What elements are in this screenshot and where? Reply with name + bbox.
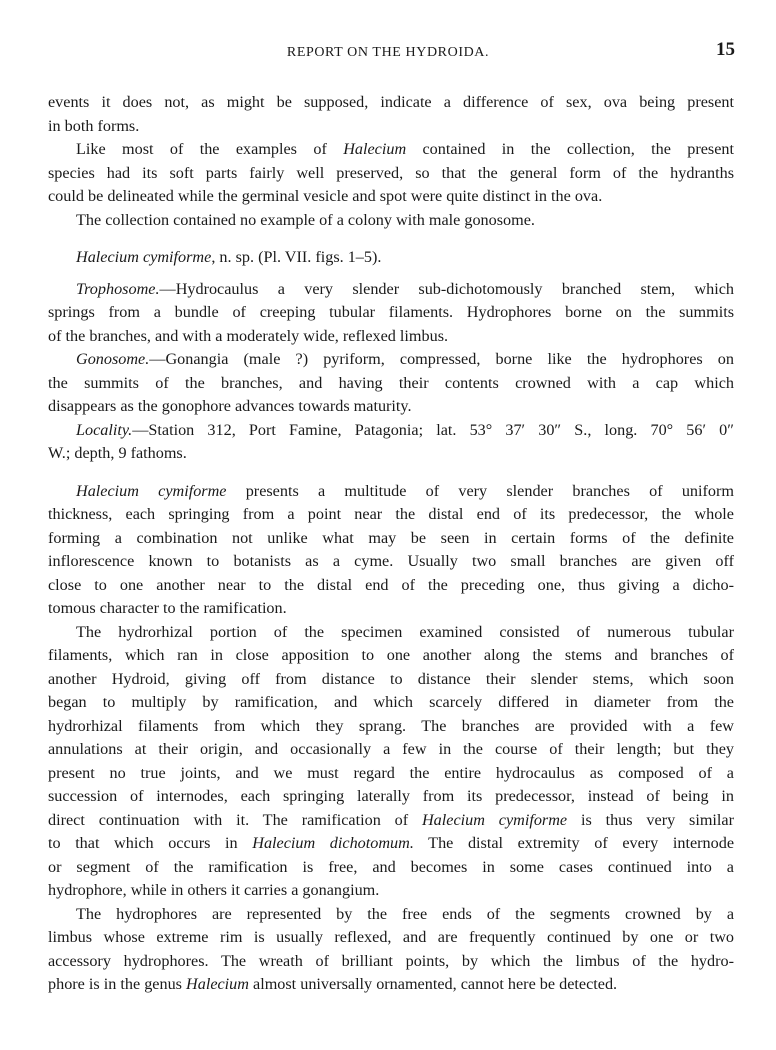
text-line: The hydrorhizal portion of the specimen examined consisted of numerous tubular [76,622,734,641]
italic-term: Halecium [343,140,407,158]
spacer [48,232,734,246]
text-line: filaments, which ran in close apposition to one another along the stems and branches of [48,646,734,664]
text-line: hydrophore, while in others it carries a gonangium. [48,881,380,899]
text-line: the summits of the branches, and having their contents crowned with a cap which [48,373,734,392]
page-number: 15 [716,39,735,60]
text-line: or segment of the ramification is free, and becomes in some cases continued into a [48,857,734,876]
section-label: Trophosome. [76,279,160,298]
paragraph [48,209,734,233]
paragraph [48,480,734,621]
text-line: events it does not, as might be supposed, indicate a difference of sex, ova being present [48,93,734,111]
text-line: The hydrophores are represented by the free ends of the segments crowned by a [76,904,734,923]
italic-term: Halecium cymiforme [76,481,227,500]
spacer [48,466,734,480]
italic-term: Halecium cymiforme [421,810,568,829]
text-line: Halecium cymiforme presents a multitude of very slender branches of uniform [76,481,734,500]
section-label: Locality. [76,420,133,439]
text-line: direct continuation with it. The ramification of Halecium cymiforme is thus very similar [48,810,734,829]
text-line: hydrorhizal filaments from which they sprang. The branches are provided with a few [48,716,734,735]
italic-term: Halecium dichotomum. [252,834,414,852]
text-line: limbus whose extreme rim is usually reflexed, and are frequently continued by one or two [48,928,734,946]
text-line: Like most of the examples of Halecium contained in the collection, the present [76,140,734,158]
paragraph [48,621,734,903]
text-line: could be delineated while the germinal vesicle and spot were quite distinct in the ova. [48,187,603,205]
spacer [48,270,734,278]
diagnosis-locality [48,419,734,466]
text-line: began to multiply by ramification, and which scarcely differed in diameter from the [48,693,734,711]
text-line: Locality.—Station 312, Port Famine, Patagonia; lat. 53° 37′ 30″ S., long. 70° 56′ 0″ [76,420,734,439]
text-line: forming a combination not unlike what may be seen in certain forms of the definite [48,528,734,547]
paragraph [48,903,734,997]
text-line: W.; depth, 9 fathoms. [48,444,187,462]
species-name: Halecium cymiforme [76,248,212,266]
text-line: Gonosome.—Gonangia (male ?) pyriform, compressed, borne like the hydrophores on [76,350,734,368]
diagnosis-trophosome [48,278,734,349]
text-line: succession of internodes, each springing laterally from its predecessor, instead of being in [48,787,734,805]
italic-term: Halecium [186,975,249,993]
text-line: The collection contained no example of a colony with male gonosome. [76,210,535,229]
text-line: annulations at their origin, and occasionally a few in the course of their length; but they [48,740,734,758]
species-suffix: , n. sp. (Pl. VII. figs. 1–5). [211,248,382,266]
text-line: phore is in the genus Halecium almost universally ornamented, cannot here be detected. [48,975,618,993]
text-line: accessory hydrophores. The wreath of brilliant points, by which the limbus of the hydro- [48,951,734,970]
text-line: another Hydroid, giving off from distance to distance their slender stems, which soon [48,669,734,688]
text-line: Trophosome.—Hydrocaulus a very slender sub-dichotomously branched stem, which [76,279,734,298]
text-line: tomous character to the ramification. [48,599,287,617]
text-line: inflorescence known to botanists as a cyme. Usually two small branches are given off [48,552,734,570]
text-line: springs from a bundle of creeping tubular filaments. Hydrophores borne on the summits [48,303,734,321]
section-label: Gonosome. [76,350,150,368]
species-heading [48,246,734,270]
paragraph [48,138,734,209]
body-text [48,91,734,997]
text-line: present no true joints, and we must regard the entire hydrocaulus as composed of a [48,763,734,782]
text-line: species had its soft parts fairly well preserved, so that the general form of the hydranths [48,163,734,182]
running-head: REPORT ON THE HYDROIDA. [286,45,490,60]
text-line: thickness, each springing from a point near the distal end of its predecessor, the whole [48,505,734,523]
text-line: in both forms. [48,116,140,135]
text-line: close to one another near to the distal end of the preceding one, thus giving a dicho- [48,575,734,594]
text-line: to that which occurs in Halecium dichotomum. The distal extremity of every internode [48,834,734,852]
text-line: disappears as the gonophore advances towards maturity. [48,397,412,415]
diagnosis-gonosome [48,348,734,419]
paragraph [48,91,734,138]
text-line: of the branches, and with a moderately wide, reflexed limbus. [48,326,449,345]
